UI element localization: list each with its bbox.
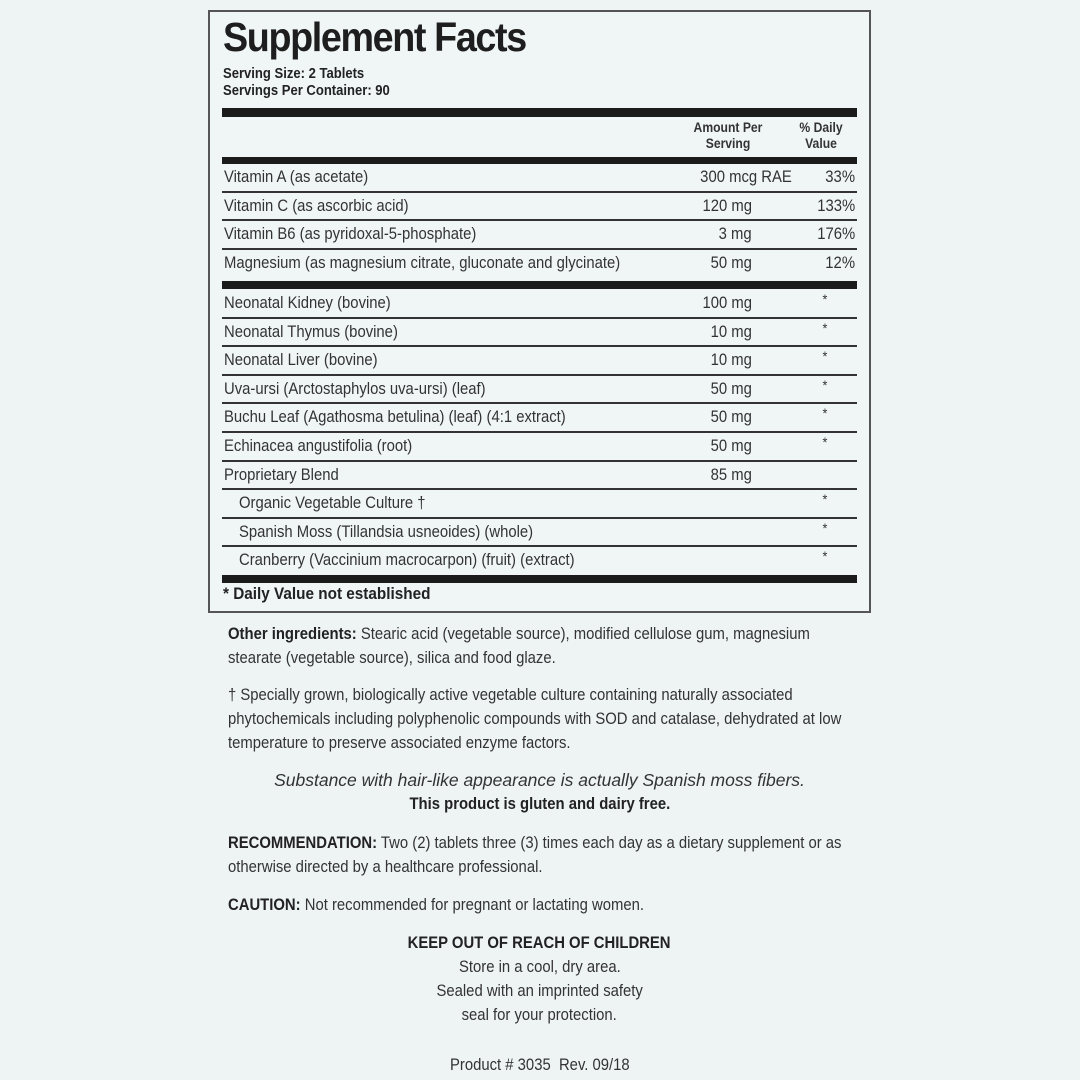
table-row [222,490,857,519]
table-row [222,290,857,319]
table-row [222,376,857,405]
other-ingredients-label: Other ingredients: [228,625,357,643]
ingredient-name: Neonatal Liver (bovine) [224,351,378,370]
servings-per-container: Servings Per Container: 90 [223,83,390,99]
table-row [222,193,857,222]
table-row [222,319,857,348]
table-row [222,433,857,462]
table-row [222,250,857,279]
ingredient-dv: 12% [825,253,855,272]
moss-note: Substance with hair-like appearance is actually Spanish moss fibers. [274,770,805,790]
table-row [222,519,857,548]
serving-size: Serving Size: 2 Tablets [223,66,365,82]
other-ingredients-text: Stearic acid (vegetable source), modified cellulose gum, magnesium stearate (vegetable source), silica and food glaze. [228,625,810,667]
ingredient-name: Uva-ursi (Arctostaphylos uva-ursi) (leaf) [224,379,486,398]
dagger-note [228,683,868,755]
table-row [222,404,857,433]
ingredient-name: Spanish Moss (Tillandsia usneoides) (whole) [239,522,534,541]
ingredient-name: Neonatal Thymus (bovine) [224,322,398,341]
other-ingredient-rows [222,290,857,576]
caution-text: Not recommended for pregnant or lactating women. [300,896,644,914]
header-line: % Daily [799,120,843,135]
caution-label: CAUTION: [228,896,301,914]
storage-line: Store in a cool, dry area. [458,958,621,976]
storage-line: Sealed with an imprinted safety [436,982,643,1000]
recommendation-label: RECOMMENDATION: [228,834,378,852]
ingredient-amount: 50 mg [710,436,752,455]
ingredient-name: Buchu Leaf (Agathosma betulina) (leaf) (4:1 extract) [224,408,566,427]
ingredient-amount: 50 mg [710,253,752,272]
ingredient-name: Magnesium (as magnesium citrate, gluconate and glycinate) [224,253,621,272]
thick-divider [222,157,857,164]
ingredient-dv: * [822,491,827,508]
ingredient-name: Cranberry (Vaccinium macrocarpon) (fruit) (extract) [239,551,575,570]
recommendation [228,831,868,879]
children-warning: KEEP OUT OF REACH OF CHILDREN [408,934,671,952]
ingredient-amount: 10 mg [710,351,752,370]
product-code [208,1053,871,1077]
ingredient-dv: 33% [825,168,855,186]
vitamin-rows [222,164,857,278]
ingredient-name: Echinacea angustifolia (root) [224,436,413,455]
serving-info [223,66,390,100]
product-number: Product # 3035 Rev. 09/18 [449,1056,630,1074]
dagger-note-text: † Specially grown, biologically active vegetable culture containing naturally associated phytochemicals including polyphenolic compounds with SOD and catalase, dehydrated at low temperature to preserve associated enzyme factors. [228,686,842,752]
table-row [222,462,857,491]
gluten-note: This product is gluten and dairy free. [409,795,670,813]
ingredient-dv: * [822,319,827,336]
table-row [222,547,857,576]
daily-value-footnote: * Daily Value not established [223,584,431,603]
header-line: Value [805,136,837,151]
ingredient-dv: * [822,433,827,450]
ingredient-name: Vitamin C (as ascorbic acid) [224,196,409,215]
header-line: Serving [705,136,751,151]
table-row [222,164,857,193]
ingredient-name: Organic Vegetable Culture † [239,494,426,513]
ingredient-dv: * [822,348,827,365]
ingredient-dv: * [822,519,827,536]
table-row [222,221,857,250]
storage-line: seal for your protection. [461,1006,618,1024]
ingredient-dv: * [822,548,827,565]
thick-divider [222,281,857,289]
product-notes [208,768,871,816]
ingredient-amount: 300 mcg RAE [700,168,792,186]
amount-per-serving-header [683,120,773,152]
caution [228,893,868,917]
ingredient-amount: 3 mg [718,225,752,244]
ingredient-name: Proprietary Blend [224,465,339,484]
ingredient-amount: 120 mg [702,196,752,215]
ingredient-dv: * [822,291,827,307]
recommendation-text: Two (2) tablets three (3) times each day as a dietary supplement or as otherwise directed by a healthcare professional. [228,834,842,876]
panel-title: Supplement Facts [223,14,526,60]
header-line: Amount Per [693,120,763,135]
ingredient-dv: * [822,405,827,422]
thick-divider [222,108,857,117]
supplement-facts-panel [208,10,871,613]
ingredient-name: Neonatal Kidney (bovine) [224,294,391,312]
table-row [222,347,857,376]
other-ingredients [228,622,868,670]
ingredient-dv: 176% [817,225,855,244]
ingredient-amount: 10 mg [710,322,752,341]
ingredient-amount: 50 mg [710,379,752,398]
ingredient-amount: 100 mg [702,294,752,312]
ingredient-dv: 133% [817,196,855,215]
ingredient-name: Vitamin B6 (as pyridoxal-5-phosphate) [224,225,477,244]
ingredient-amount: 85 mg [710,465,752,484]
daily-value-header [786,120,856,152]
ingredient-name: Vitamin A (as acetate) [224,168,369,186]
thick-divider [222,575,857,583]
ingredient-dv: * [822,376,827,393]
ingredient-amount: 50 mg [710,408,752,427]
storage-info [208,931,871,1027]
